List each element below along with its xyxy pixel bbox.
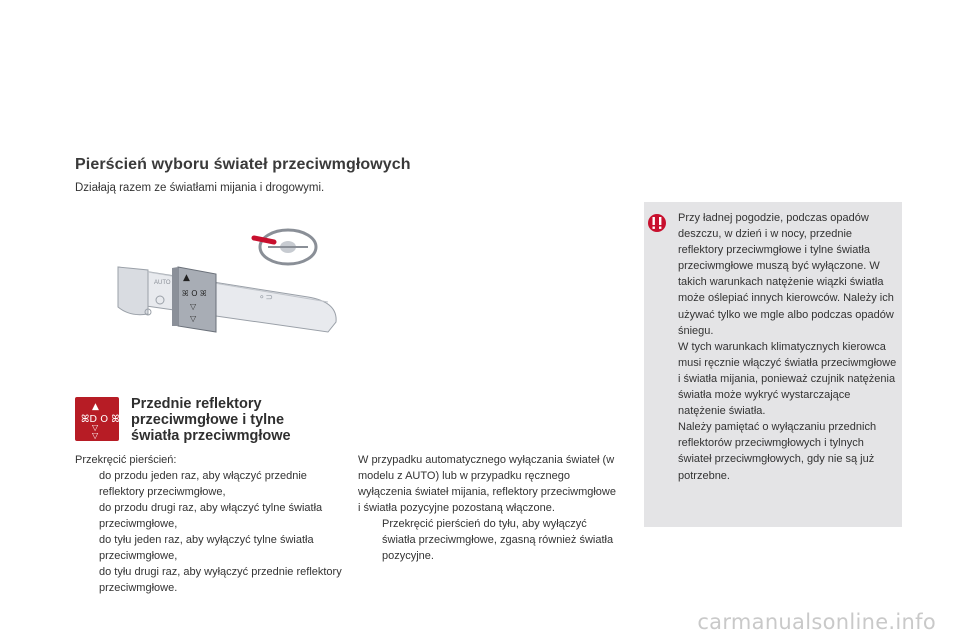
warning-exclamation-icon: [646, 212, 668, 234]
list-item-text: do przodu drugi raz, aby włączyć tylne światła przeciwmgłowe,: [99, 502, 323, 530]
list-item: [75, 564, 345, 596]
page-subtitle: Działają razem ze światłami mijania i drogowymi.: [75, 182, 325, 194]
list-item: [75, 500, 345, 532]
list-item: [75, 468, 345, 500]
list-item: [75, 532, 345, 564]
svg-text:▽: ▽: [92, 431, 99, 440]
warning-paragraph: W tych warunkach klimatycznych kierowca musi ręcznie włączyć światła przeciwmgłowe i światła mijania, ponieważ czujnik natężenia światła może wykryć wystarczające natężenie światła.: [678, 340, 897, 418]
list-item-text: Przekręcić pierścień do tyłu, aby wyłączyć światła przeciwmgłowe, zgasną również światła pozycyjne.: [382, 518, 614, 562]
svg-text:▲: ▲: [183, 273, 190, 283]
svg-text:ꕤD O ꕤ: ꕤD O ꕤ: [81, 414, 119, 425]
steering-wheel-icon: [254, 230, 316, 264]
watermark: carmanualsonline.info: [697, 610, 936, 634]
warning-paragraph: Przy ładnej pogodzie, podczas opadów deszczu, w dzień i w nocy, przednie reflektory przeciwmgłowe i tylne światła przeciwmgłowe muszą być wyłączone. W takich warunkach natężenie wiązki światła może oślepiać innych kierowców. Należy ich używać tylko we mgle albo podczas opadów śniegu.: [678, 212, 894, 337]
svg-text:▽: ▽: [92, 423, 99, 432]
svg-text:ꕤ O ꕤ: ꕤ O ꕤ: [182, 289, 207, 298]
list-item-text: do przodu jeden raz, aby włączyć przednie reflektory przeciwmgłowe,: [99, 470, 307, 498]
col1-intro: Przekręcić pierścień:: [75, 454, 177, 466]
auto-label: AUTO: [154, 280, 171, 286]
svg-text:▽: ▽: [190, 314, 197, 323]
warning-text: [678, 210, 900, 484]
fog-light-ring: [172, 267, 216, 332]
instructions-column: [75, 452, 345, 596]
col2-intro: W przypadku automatycznego wyłączania świateł (w modelu z AUTO) lub w przypadku ręcznego wyłączenia świateł mijania, reflektory przeciwmgłowe i światła pozycyjne pozostaną włączone.: [358, 454, 616, 514]
list-item-text: do tyłu jeden raz, aby wyłączyć tylne światła przeciwmgłowe,: [99, 534, 314, 562]
list-item-text: do tyłu drugi raz, aby wyłączyć przednie reflektory przeciwmgłowe.: [99, 566, 342, 594]
svg-text:⚬⊃: ⚬⊃: [258, 293, 274, 303]
svg-text:▲: ▲: [92, 402, 99, 412]
fog-light-stalk-illustration: [108, 222, 340, 372]
svg-text:▽: ▽: [190, 302, 197, 311]
auto-mode-column: [358, 452, 620, 564]
list-item: [358, 516, 620, 564]
page-title: Pierścień wyboru świateł przeciwmgłowych: [75, 156, 411, 173]
warning-paragraph: Należy pamiętać o wyłączaniu przednich reflektorów przeciwmgłowych i tylnych świateł przeciwmgłowych, gdy nie są już potrzebne.: [678, 421, 877, 482]
front-and-rear-fog-light-icon: [75, 397, 119, 441]
section-title: Przednie reflektory przeciwmgłowe i tylne światła przeciwmgłowe: [131, 396, 291, 444]
